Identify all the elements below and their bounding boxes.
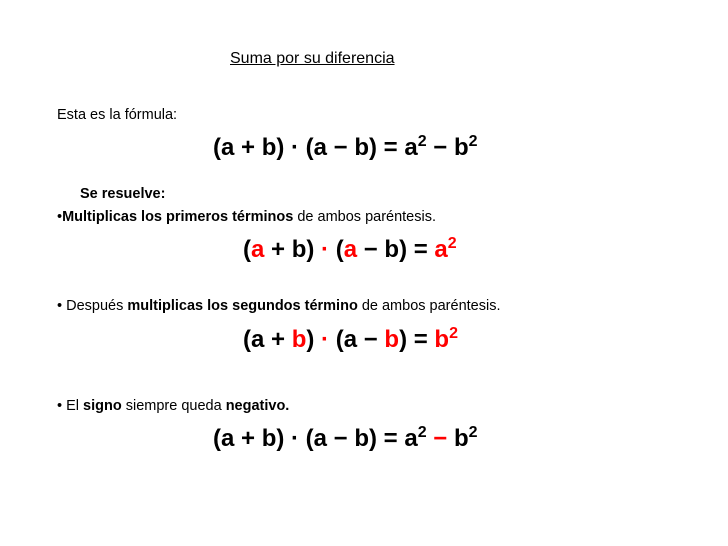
step1-text — [57, 209, 436, 225]
step3-text — [57, 398, 289, 414]
steps-heading: Se resuelve: — [80, 186, 166, 202]
step3-bullet: • El — [57, 398, 84, 414]
step2-bullet: • Después — [57, 298, 128, 314]
formula-step1-exp: 2 — [447, 235, 457, 252]
formula-step2-part: (a + — [243, 326, 292, 353]
intro-text: Esta es la fórmula: — [57, 107, 178, 123]
formula-step2-part: (a − — [329, 326, 385, 353]
formula-main-exp1: 2 — [417, 133, 427, 150]
formula-step1-a2: a — [343, 236, 358, 263]
formula-step1-part: ( — [329, 236, 344, 263]
step1-bullet: • — [57, 209, 63, 225]
step2-bold: multiplicas los segundos término — [127, 298, 358, 314]
formula-step1-a1: a — [251, 236, 265, 263]
formula-step3-minus: − — [433, 425, 448, 452]
step2-rest: de ambos paréntesis. — [357, 298, 501, 314]
formula-step2-part: ) = — [399, 326, 435, 353]
step3-bold-sign: signo — [83, 398, 122, 414]
formula-step2-b2: b — [384, 326, 400, 353]
formula-step3-exp1: 2 — [417, 424, 427, 441]
formula-main-exp2: 2 — [468, 133, 478, 150]
formula-step3-exp2: 2 — [468, 424, 478, 441]
step1-bold: Multiplicas los primeros términos — [62, 209, 294, 225]
formula-step2-dot: · — [321, 326, 330, 353]
formula-step3-left: (a + b) · (a − b) = a — [213, 425, 418, 452]
step3-bold-negative: negativo. — [225, 398, 290, 414]
formula-step1-result: a — [434, 236, 448, 263]
formula-main-mid: − b — [426, 134, 469, 161]
formula-main — [213, 134, 478, 162]
page-title: Suma por su diferencia — [230, 50, 395, 67]
formula-step2-result: b — [434, 326, 450, 353]
formula-step1-part: − b) = — [357, 236, 435, 263]
formula-step1-part: + b) — [264, 236, 322, 263]
formula-step2-part: ) — [306, 326, 322, 353]
formula-main-left: (a + b) · (a − b) = a — [213, 134, 418, 161]
formula-step1-dot: · — [321, 236, 330, 263]
step3-mid: siempre queda — [121, 398, 226, 414]
formula-step2 — [243, 326, 458, 354]
formula-step3 — [213, 425, 478, 453]
formula-step2-exp: 2 — [449, 325, 458, 342]
formula-step3-b: b — [447, 425, 469, 452]
step1-rest: de ambos paréntesis. — [293, 209, 436, 225]
formula-step1 — [243, 236, 457, 264]
step2-text — [57, 298, 500, 314]
formula-step2-b1: b — [291, 326, 307, 353]
formula-step1-part: ( — [243, 236, 251, 263]
